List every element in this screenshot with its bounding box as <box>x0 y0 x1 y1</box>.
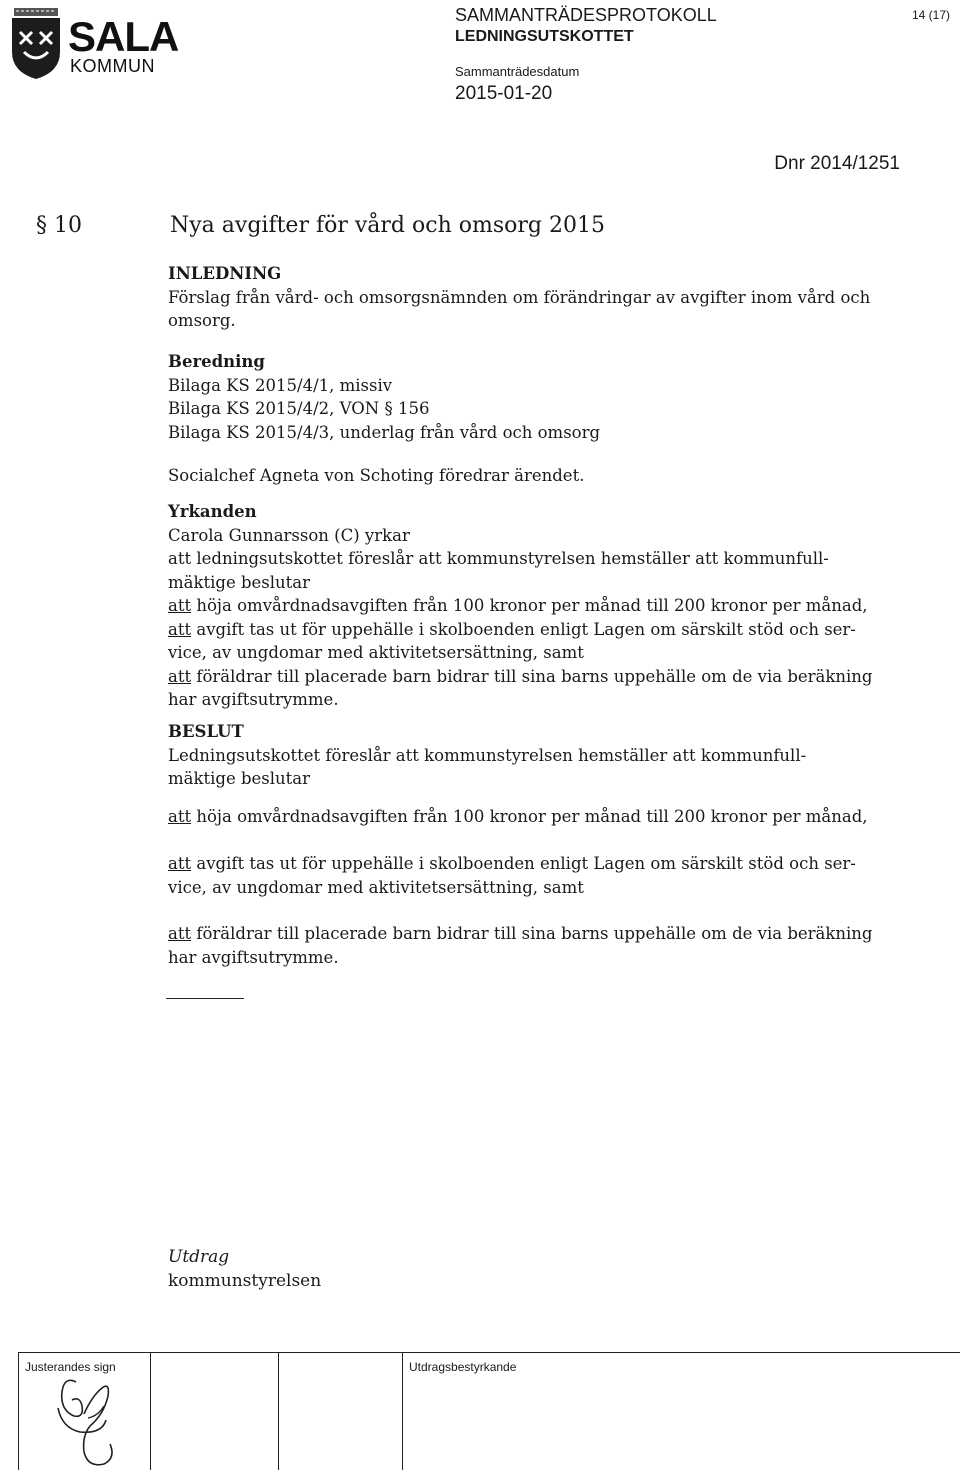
beredning-heading: Beredning <box>168 352 265 371</box>
extract-label: Utdrag <box>168 1247 230 1267</box>
yrkanden-heading: Yrkanden <box>168 502 257 521</box>
logo-wordmark: SALA <box>68 13 179 60</box>
section-end-divider <box>166 998 244 999</box>
signature-cell <box>150 1352 278 1470</box>
meeting-date: 2015-01-20 <box>455 83 553 104</box>
signature-cell <box>278 1352 402 1470</box>
logo-subtitle: KOMMUN <box>70 56 155 76</box>
proposal-att-item <box>168 665 908 689</box>
proposal-intro-line: mäktige beslutar <box>168 572 311 592</box>
att-item-text: föräldrar till placerade barn bidrar till sina barns uppehälle om de via beräkning <box>191 924 873 943</box>
attachment-item: Bilaga KS 2015/4/2, VON § 156 <box>168 399 430 418</box>
proposal-intro-line: att ledningsutskottet föreslår att kommunstyrelsen hemställer att kommunfull- <box>168 549 829 568</box>
utdragsbestyrkande-label: Utdragsbestyrkande <box>409 1360 517 1374</box>
att-item-continuation: har avgiftsutrymme. <box>168 947 339 967</box>
decision-intro-line: Ledningsutskottet föreslår att kommunstyrelsen hemställer att kommunfull- <box>168 745 807 765</box>
page-number: 14 (17) <box>911 8 950 22</box>
att-keyword: att <box>168 924 192 943</box>
att-item-continuation: har avgiftsutrymme. <box>168 690 339 709</box>
att-keyword: att <box>168 666 192 686</box>
att-keyword: att <box>168 596 192 615</box>
att-item-text: höja omvårdnadsavgiften från 100 kronor per månad till 200 kronor per månad, <box>191 596 868 615</box>
justerandes-sign-label: Justerandes sign <box>25 1360 116 1374</box>
proposer-line: Carola Gunnarsson (C) yrkar <box>168 525 410 545</box>
proposal-att-item <box>168 594 908 618</box>
att-item-continuation: vice, av ungdomar med aktivitetsersättning, samt <box>168 877 584 897</box>
meeting-date-label: Sammanträdesdatum <box>455 64 580 79</box>
diary-number: Dnr 2014/1251 <box>774 153 900 174</box>
inledning-text-line: Förslag från vård- och omsorgsnämnden om förändringar av avgifter inom vård och <box>168 287 871 307</box>
attachment-item: Bilaga KS 2015/4/3, underlag från vård och omsorg <box>168 422 601 442</box>
beslut-block <box>168 720 908 791</box>
att-item-text: höja omvårdnadsavgiften från 100 kronor per månad till 200 kronor per månad, <box>191 807 868 826</box>
yrkanden-block <box>168 500 908 712</box>
handwritten-signature <box>18 1366 138 1470</box>
decision-att-item <box>168 922 908 969</box>
inledning-heading: INLEDNING <box>168 264 282 283</box>
decision-att-item <box>168 852 908 899</box>
att-item-continuation: vice, av ungdomar med aktivitetsersättning, samt <box>168 643 584 662</box>
sala-kommun-logo <box>4 2 179 84</box>
signature-table <box>18 1352 960 1470</box>
att-keyword: att <box>168 619 192 639</box>
section-title: Nya avgifter för vård och omsorg 2015 <box>170 213 605 238</box>
att-item-text: avgift tas ut för uppehälle i skolboenden enligt Lagen om särskilt stöd och ser- <box>191 619 856 639</box>
municipal-crest-icon <box>10 8 62 80</box>
inledning-block <box>168 262 908 333</box>
decision-att-item <box>168 805 908 829</box>
beredning-block <box>168 350 908 444</box>
inledning-text-line: omsorg. <box>168 311 236 330</box>
document-type: SAMMANTRÄDESPROTOKOLL <box>455 5 717 25</box>
section-number: § 10 <box>36 213 82 238</box>
att-item-text: föräldrar till placerade barn bidrar till sina barns uppehälle om de via beräkning <box>191 666 873 686</box>
presenter-line <box>168 464 908 488</box>
attachment-item: Bilaga KS 2015/4/1, missiv <box>168 375 393 395</box>
committee-name: LEDNINGSUTSKOTTET <box>455 28 634 45</box>
proposal-att-item <box>168 618 908 642</box>
att-item-text: avgift tas ut för uppehälle i skolboenden enligt Lagen om särskilt stöd och ser- <box>191 854 856 873</box>
presenter-text: Socialchef Agneta von Schoting föredrar ärendet. <box>168 466 585 485</box>
att-keyword: att <box>168 854 192 873</box>
att-keyword: att <box>168 807 192 826</box>
decision-intro-line: mäktige beslutar <box>168 769 311 788</box>
utdragsbestyrkande-cell <box>402 1352 960 1470</box>
beslut-heading: BESLUT <box>168 722 244 741</box>
extract-recipient: kommunstyrelsen <box>168 1271 322 1291</box>
